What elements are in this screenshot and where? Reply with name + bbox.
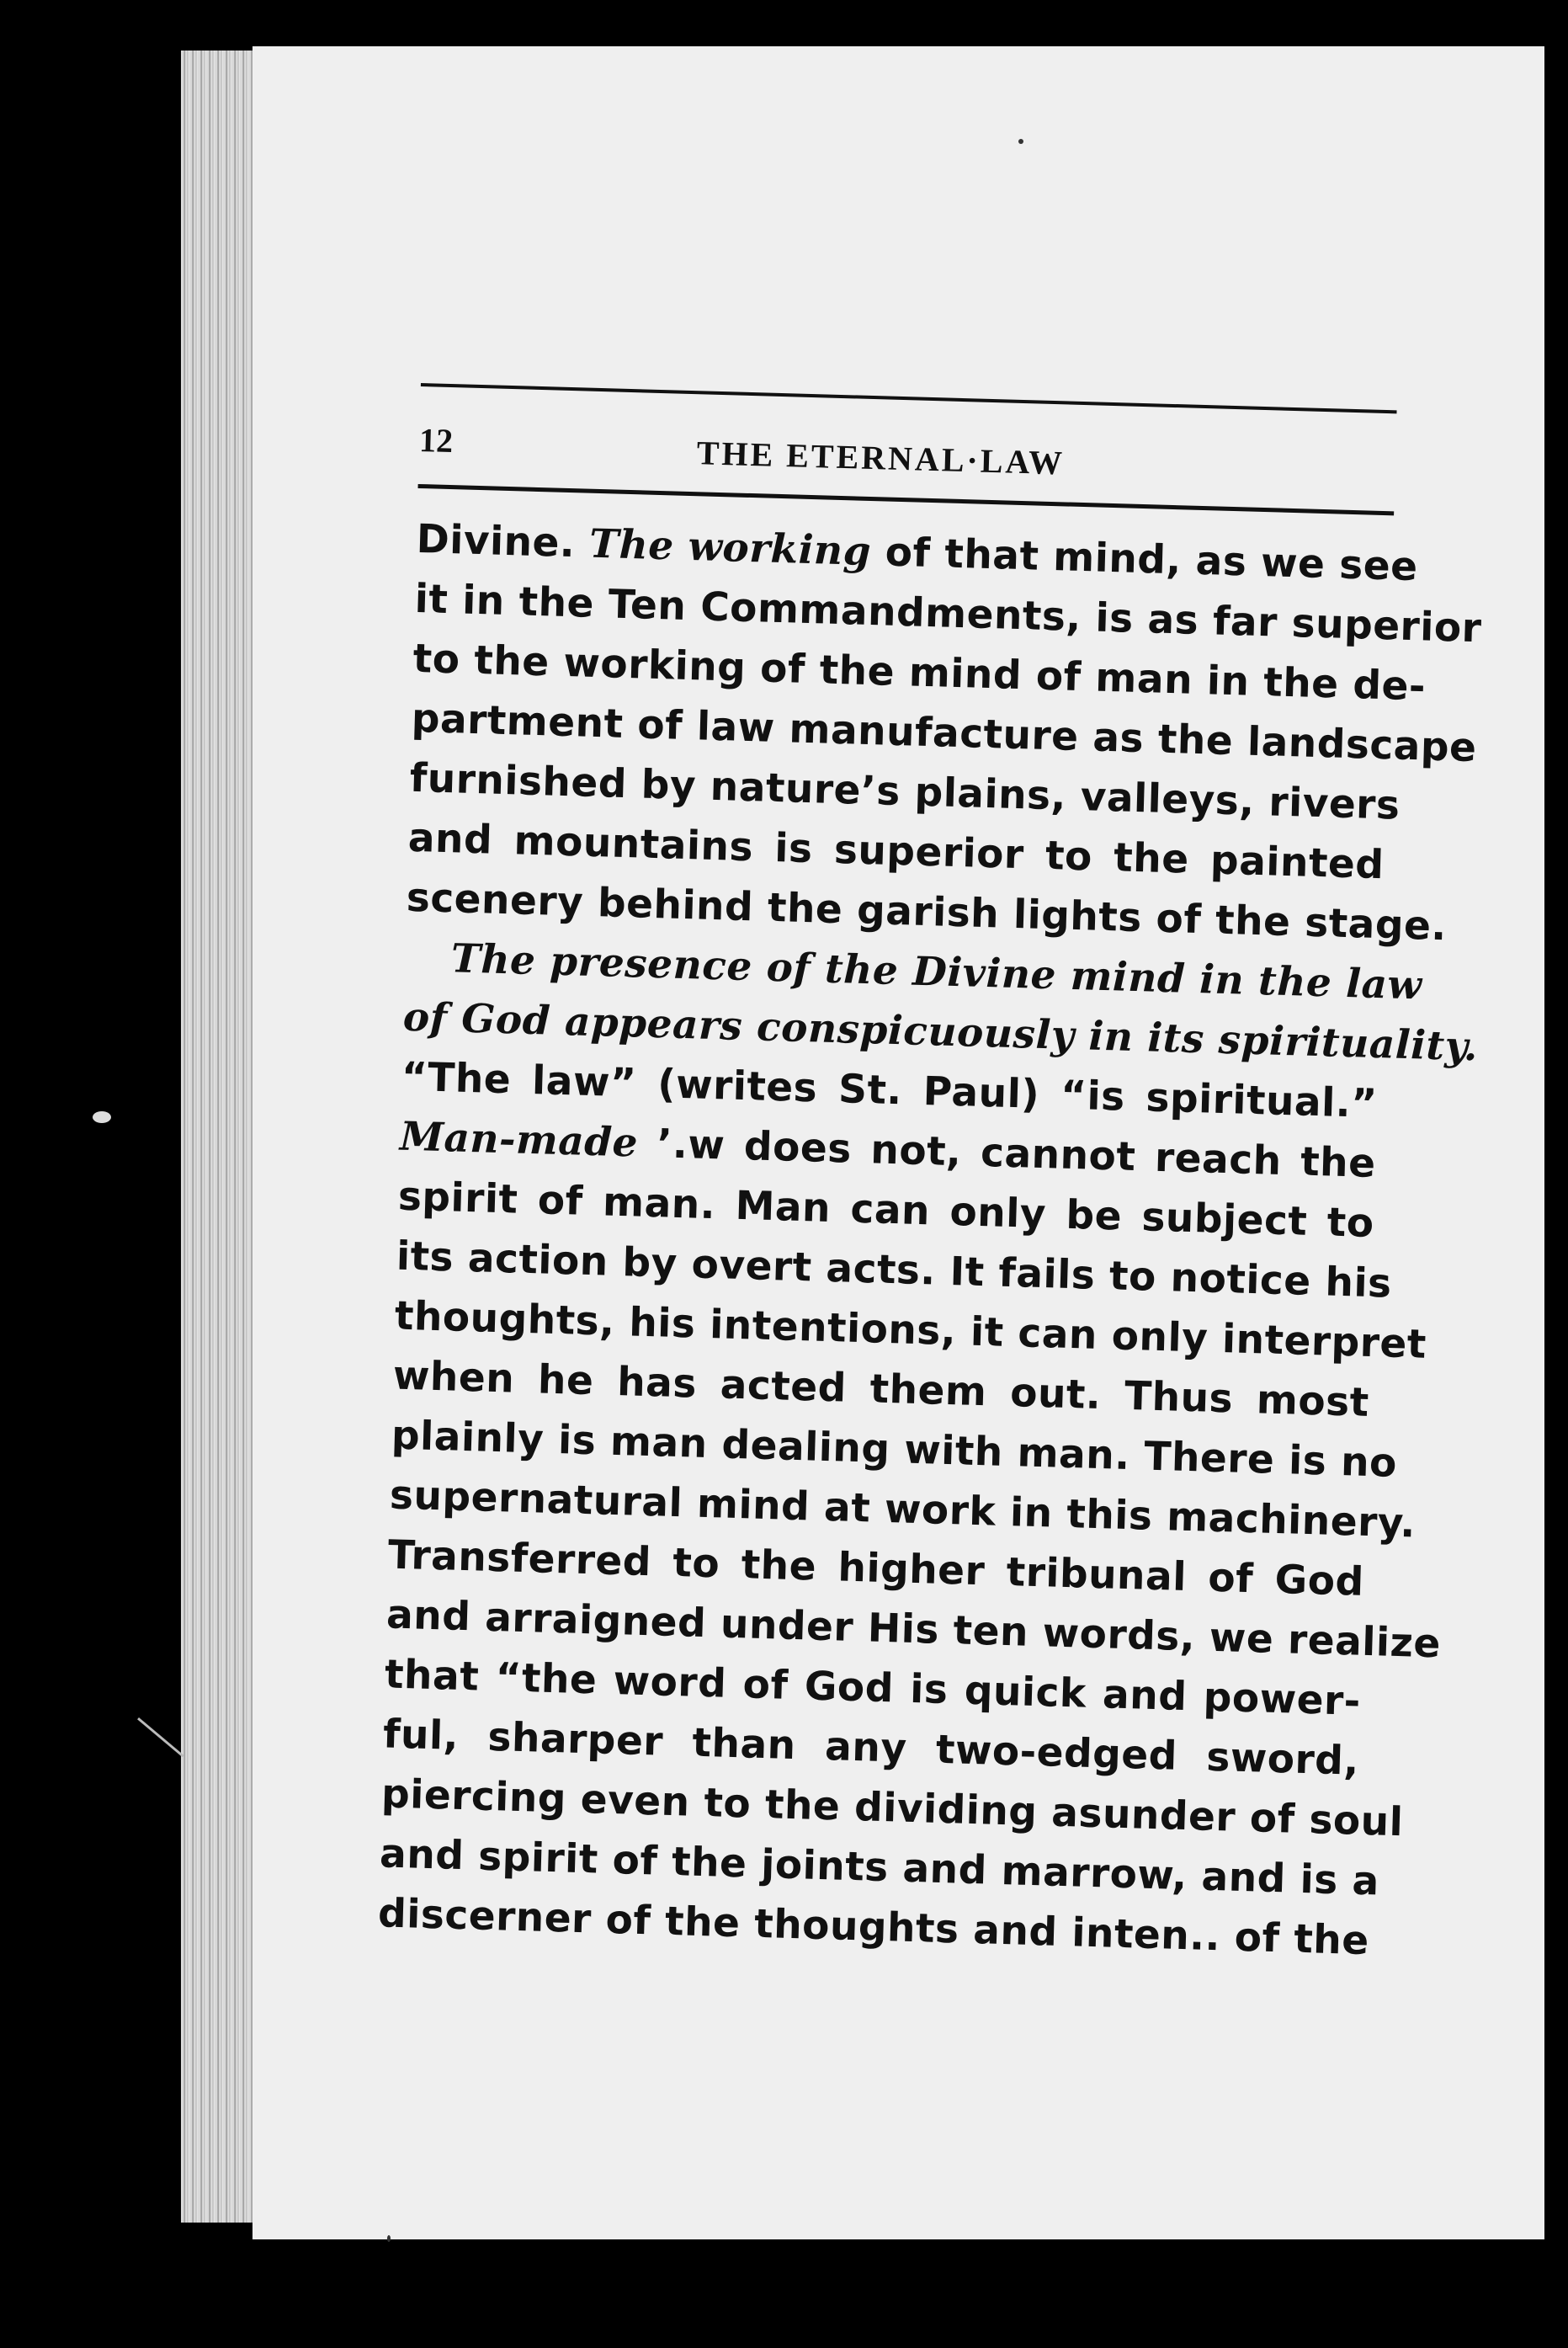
italic-text: Man-made xyxy=(399,1113,639,1167)
text-segment: spirit of man. Man can only be subject to xyxy=(397,1173,1375,1248)
text-segment: partment of law manufacture as the landscape xyxy=(411,695,1478,772)
text-segment: it in the Ten Commandments, is as far superior xyxy=(414,575,1483,652)
italic-text: The working xyxy=(588,520,872,576)
text-segment: its action by overt acts. It fails to notice his xyxy=(396,1233,1393,1307)
scan-speck xyxy=(1018,139,1023,144)
text-segment: and spirit of the joints and marrow, and is a xyxy=(379,1830,1380,1905)
book-page xyxy=(252,46,1544,2239)
text-segment: Divine. xyxy=(416,515,590,567)
text-segment: ful, sharper than any two-edged sword, xyxy=(382,1711,1360,1785)
body-text xyxy=(377,509,1483,1971)
header-top-rule xyxy=(421,383,1397,413)
text-segment: and mountains is superior to the painted xyxy=(407,814,1385,889)
text-segment: furnished by nature’s plains, valleys, rivers xyxy=(409,754,1401,829)
scan-speck xyxy=(93,1111,111,1123)
text-segment: and arraigned under His ten words, we realize xyxy=(385,1591,1442,1668)
italic-text: of God appears conspicuously in its spirituality. xyxy=(402,993,1479,1071)
text-segment: of that mind, as we see xyxy=(870,529,1419,591)
text-segment: “The law” (writes St. Paul) “is spiritual.” xyxy=(401,1053,1379,1128)
text-segment: discerner of the thoughts and inten.. of the xyxy=(377,1890,1370,1965)
scan-speck xyxy=(387,2235,391,2242)
page-content xyxy=(377,383,1483,1965)
text-segment: plainly is man dealing with man. There is no xyxy=(391,1412,1398,1487)
text-segment: ’.w does not, cannot reach the xyxy=(637,1120,1377,1188)
running-title: THE ETERNAL·LAW xyxy=(696,434,1066,482)
text-segment: scenery behind the garish lights of the stage. xyxy=(406,874,1448,950)
text-segment: piercing even to the dividing asunder of soul xyxy=(380,1770,1405,1846)
text-segment: thoughts, his intentions, it can only interpret xyxy=(394,1292,1427,1368)
text-segment: to the working of the mind of man in the de- xyxy=(412,635,1427,711)
text-segment: supernatural mind at work in this machinery. xyxy=(389,1472,1417,1547)
text-segment: when he has acted them out. Thus most xyxy=(392,1352,1370,1426)
scan-scratch xyxy=(137,1717,184,1757)
page-number: 12 xyxy=(418,420,454,461)
text-segment: that “the word of God is quick and power- xyxy=(384,1651,1362,1725)
text-segment: Transferred to the higher tribunal of God xyxy=(387,1531,1365,1605)
page-edge-stack xyxy=(181,51,261,2223)
running-head xyxy=(418,420,1395,498)
italic-text: The presence of the Divine mind in the law xyxy=(450,935,1423,1009)
